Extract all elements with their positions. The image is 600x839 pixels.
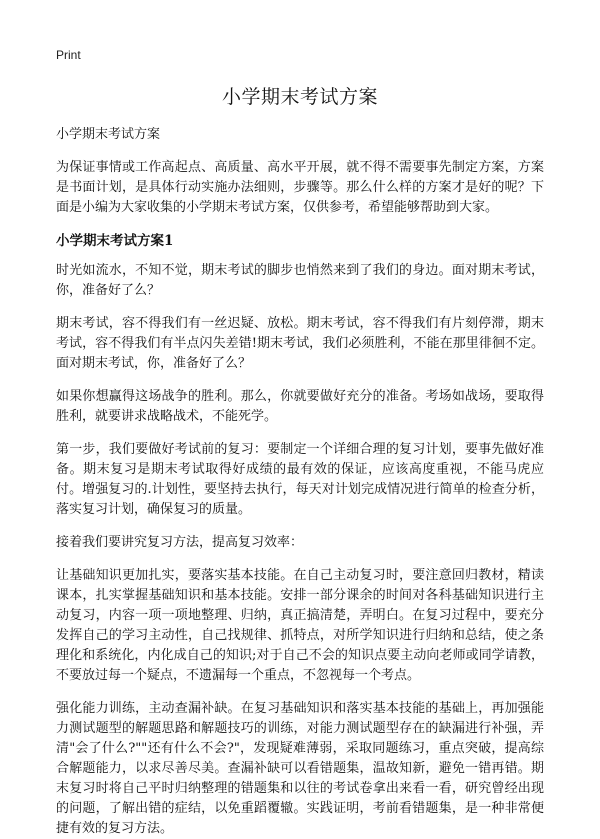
print-link[interactable]: Print <box>56 48 81 62</box>
body-paragraph: 强化能力训练，主动查漏补缺。在复习基础知识和落实基本技能的基础上，再加强能力测试题型的解题思路和解题技巧的训练，对能力测试题型存在的缺漏进行补强，弄清"会了什么?""还有什么不会?"，发现疑难薄弱，采取同题练习，重点突破，提高综合解题能力，以求尽善尽美。查漏补缺可以看错题集，温故知新，避免一错再错。期末复习时将自己平时归纳整理的错题集和以往的考试卷拿出来看一看，研究曾经出现的问题，了解出错的症结，以免重蹈覆辙。实践证明，考前看错题集，是一种非常便捷有效的复习方法。 <box>56 701 544 836</box>
body-paragraph: 期末考试，容不得我们有一丝迟疑、放松。期末考试，容不得我们有片刻停滞，期末考试，容不得我们有半点闪失差错!期末考试，我们必须胜利，不能在那里徘徊不定。面对期末考试，你，准备好了么？ <box>56 316 544 371</box>
body-paragraph: 时光如流水，不知不觉，期末考试的脚步也悄然来到了我们的身边。面对期末考试，你，准备好了么？ <box>56 263 544 298</box>
intro-paragraph: 为保证事情或工作高起点、高质量、高水平开展，就不得不需要事先制定方案，方案是书面计划，是具体行动实施办法细则，步骤等。那么什么样的方案才是好的呢？下面是小编为大家收集的小学期末考试方案，仅供参考，希望能够帮助到大家。 <box>56 160 544 215</box>
section-heading: 小学期末考试方案1 <box>56 233 174 249</box>
body-paragraph: 让基础知识更加扎实，要落实基本技能。在自己主动复习时，要注意回归教材，精读课本，扎实掌握基础知识和基本技能。安排一部分课余的时间对各科基础知识进行主动复习，内容一项一项地整理、归纳，真正搞清楚，弄明白。在复习过程中，要充分发挥自己的学习主动性，自己找规律、抓特点，对所学知识进行归纳和总结，使之条理化和系统化，内化成自己的知识;对于自己不会的知识点要主动向老师或同学请教，不要放过每一个疑点，不遗漏每一个重点，不忽视每一个考点。 <box>56 568 544 683</box>
document-subtitle: 小学期末考试方案 <box>56 127 161 142</box>
body-paragraph: 第一步，我们要做好考试前的复习：要制定一个详细合理的复习计划，要事先做好准备。期末复习是期末考试取得好成绩的最有效的保证，应该高度重视，不能马虎应付。增强复习的.计划性，要坚持去执行，每天对计划完成情况进行简单的检查分析，落实复习计划，确保复习的质量。 <box>56 442 544 517</box>
page-title: 小学期末考试方案 <box>221 86 378 108</box>
body-paragraph: 如果你想赢得这场战争的胜利。那么，你就要做好充分的准备。考场如战场，要取得胜利，就要讲求战略战术，不能死学。 <box>56 389 544 424</box>
body-paragraph: 接着我们要讲究复习方法，提高复习效率： <box>56 535 304 550</box>
